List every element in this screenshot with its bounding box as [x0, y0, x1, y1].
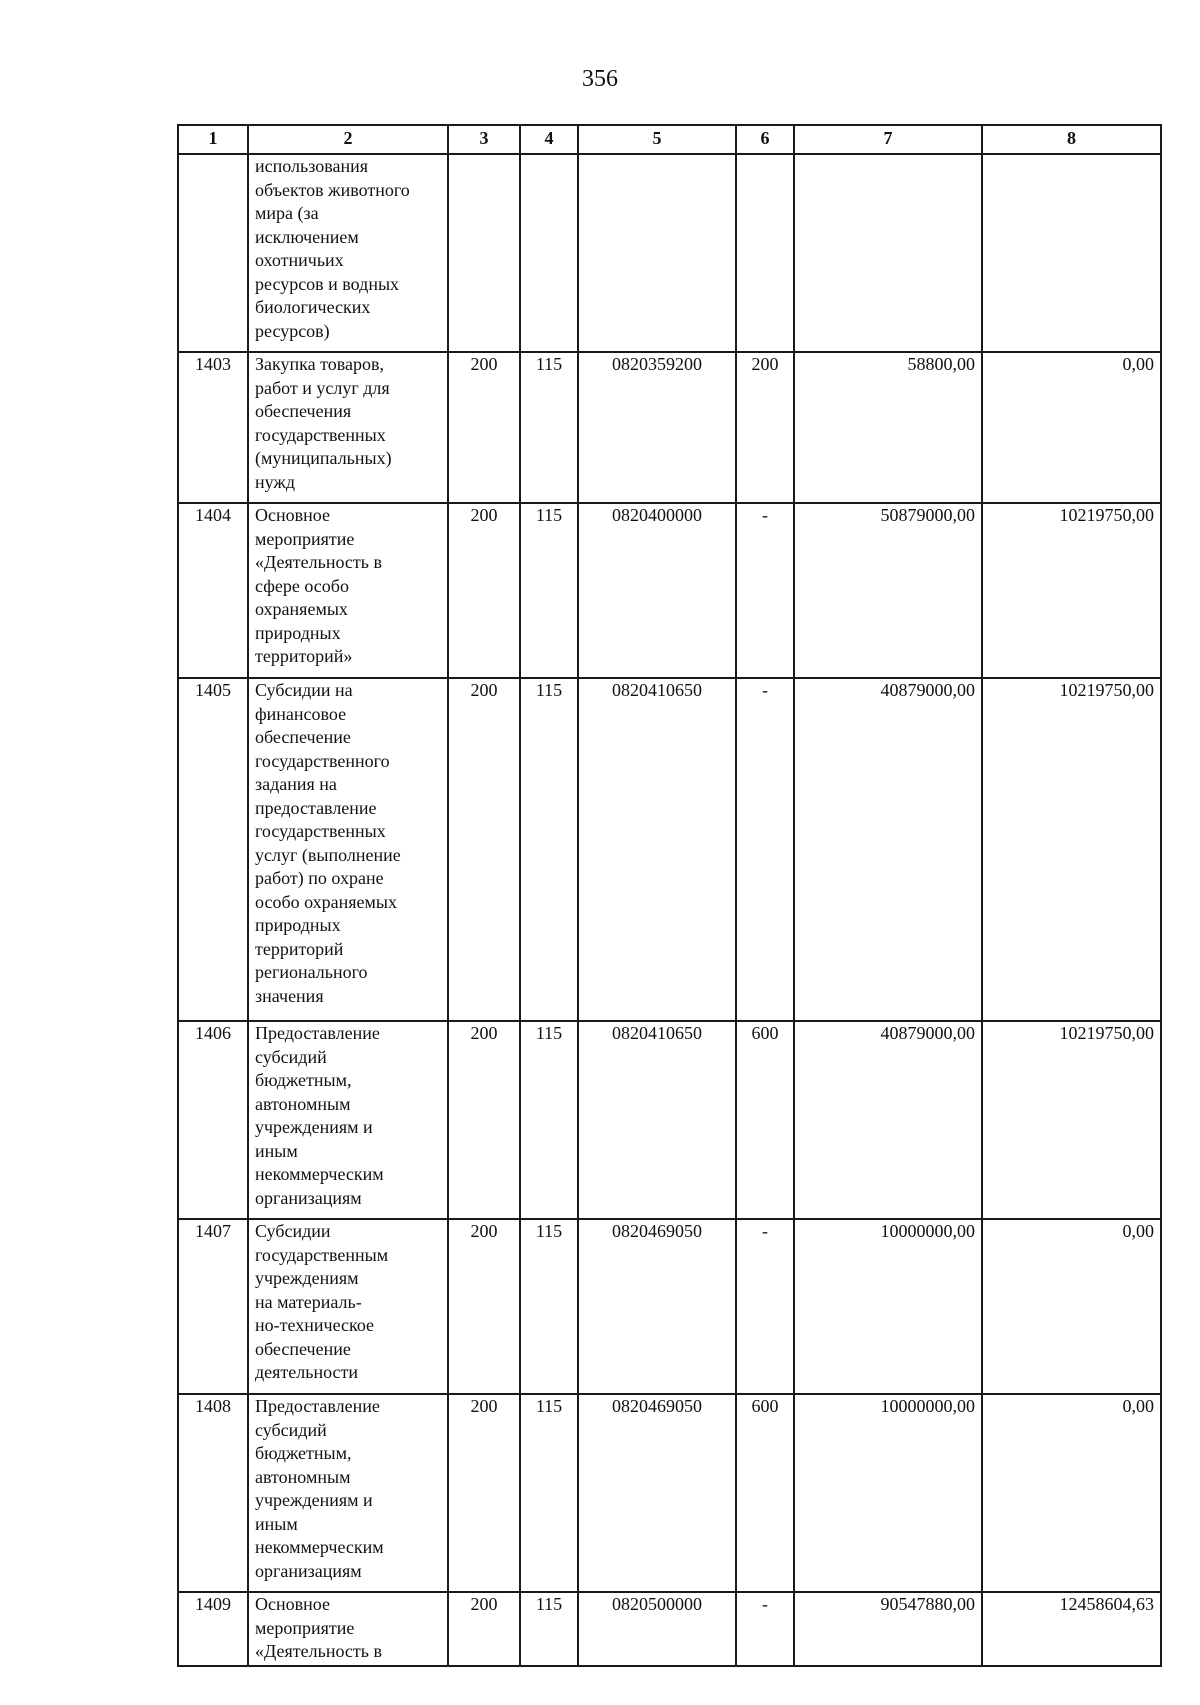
- name-line: но-техническое: [255, 1315, 375, 1335]
- name-line: учреждениям и: [255, 1490, 373, 1510]
- table-row: [178, 352, 1161, 503]
- column-header: 4: [520, 125, 578, 154]
- cell-col-3: 200: [448, 1021, 520, 1219]
- name-line: Предоставление: [255, 1396, 380, 1416]
- cell-col-5: 0820410650: [578, 678, 736, 1021]
- row-name-cell: [248, 154, 448, 352]
- cell-col-3: 200: [448, 1592, 520, 1666]
- name-line: учреждениям: [255, 1268, 359, 1288]
- cell-col-8: 12458604,63: [982, 1592, 1161, 1666]
- name-line: Субсидии на: [255, 680, 353, 700]
- name-line: «Деятельность в: [255, 1641, 382, 1661]
- name-line: биологических: [255, 297, 371, 317]
- cell-col-7: 10000000,00: [794, 1394, 982, 1592]
- table-row: [178, 1021, 1161, 1219]
- cell-col-7: 40879000,00: [794, 678, 982, 1021]
- name-line: государственных: [255, 821, 386, 841]
- cell-col-7: 40879000,00: [794, 1021, 982, 1219]
- table-row: [178, 1592, 1161, 1666]
- row-number-cell: 1405: [178, 678, 248, 1021]
- column-header: 3: [448, 125, 520, 154]
- column-header: 6: [736, 125, 794, 154]
- column-header: 8: [982, 125, 1161, 154]
- name-line: территорий: [255, 938, 344, 959]
- name-line: государственным: [255, 1244, 389, 1265]
- row-number-cell: [178, 154, 248, 352]
- column-header: 2: [248, 125, 448, 154]
- name-line: особо охраняемых: [255, 891, 398, 912]
- name-line: иным: [255, 1513, 298, 1534]
- cell-col-3: 200: [448, 503, 520, 678]
- table-row: [178, 1394, 1161, 1592]
- name-line: некоммерческим: [255, 1164, 384, 1184]
- row-name-cell: [248, 352, 448, 503]
- name-line: территорий»: [255, 646, 353, 666]
- cell-col-3: 200: [448, 1394, 520, 1592]
- row-name-cell: [248, 1394, 448, 1592]
- name-line: Субсидии: [255, 1221, 331, 1241]
- name-line: государственного: [255, 750, 390, 771]
- column-header: 1: [178, 125, 248, 154]
- cell-col-3: 200: [448, 678, 520, 1021]
- table-row: [178, 1219, 1161, 1394]
- name-line: (муниципальных): [255, 448, 392, 468]
- name-line: работ и услуг для: [255, 377, 390, 398]
- row-name-cell: [248, 1021, 448, 1219]
- cell-col-8: 10219750,00: [982, 503, 1161, 678]
- cell-col-6: 200: [736, 352, 794, 503]
- name-line: государственных: [255, 424, 386, 445]
- name-line: нужд: [255, 471, 295, 492]
- cell-col-6: -: [736, 1592, 794, 1666]
- name-line: задания на: [255, 774, 337, 794]
- cell-col-5: 0820410650: [578, 1021, 736, 1219]
- cell-col-6: -: [736, 503, 794, 678]
- cell-col-8: [982, 154, 1161, 352]
- cell-col-4: 115: [520, 1021, 578, 1219]
- header-row: [178, 125, 1161, 154]
- cell-col-7: 10000000,00: [794, 1219, 982, 1394]
- cell-col-7: [794, 154, 982, 352]
- cell-col-5: 0820469050: [578, 1394, 736, 1592]
- cell-col-6: [736, 154, 794, 352]
- name-line: субсидий: [255, 1419, 327, 1440]
- name-line: мероприятие: [255, 528, 355, 549]
- page-number: 356: [582, 66, 618, 92]
- name-line: исключением: [255, 226, 359, 247]
- table-row: [178, 503, 1161, 678]
- name-line: организациям: [255, 1187, 362, 1208]
- cell-col-4: 115: [520, 1592, 578, 1666]
- cell-col-5: [578, 154, 736, 352]
- cell-col-4: 115: [520, 1394, 578, 1592]
- name-line: «Деятельность в: [255, 552, 382, 572]
- name-line: учреждениям и: [255, 1117, 373, 1137]
- row-number-cell: 1407: [178, 1219, 248, 1394]
- name-line: организациям: [255, 1560, 362, 1581]
- cell-col-5: 0820359200: [578, 352, 736, 503]
- name-line: некоммерческим: [255, 1537, 384, 1557]
- cell-col-8: 10219750,00: [982, 678, 1161, 1021]
- row-name-cell: [248, 1592, 448, 1666]
- name-line: Основное: [255, 1594, 330, 1614]
- cell-col-5: 0820500000: [578, 1592, 736, 1666]
- cell-col-5: 0820400000: [578, 503, 736, 678]
- table-row: [178, 678, 1161, 1021]
- name-line: использования: [255, 156, 369, 176]
- name-line: работ) по охране: [255, 868, 384, 888]
- cell-col-8: 0,00: [982, 1219, 1161, 1394]
- name-line: иным: [255, 1140, 298, 1161]
- row-number-cell: 1406: [178, 1021, 248, 1219]
- cell-col-8: 10219750,00: [982, 1021, 1161, 1219]
- name-line: финансовое: [255, 703, 347, 724]
- row-number-cell: 1404: [178, 503, 248, 678]
- cell-col-4: 115: [520, 503, 578, 678]
- row-name-cell: [248, 1219, 448, 1394]
- name-line: регионального: [255, 962, 368, 982]
- name-line: сфере особо: [255, 575, 349, 596]
- name-line: Предоставление: [255, 1023, 380, 1043]
- name-line: обеспечение: [255, 727, 351, 747]
- cell-col-4: 115: [520, 352, 578, 503]
- name-line: природных: [255, 915, 341, 935]
- row-name-cell: [248, 678, 448, 1021]
- name-line: деятельности: [255, 1362, 359, 1382]
- cell-col-8: 0,00: [982, 1394, 1161, 1592]
- name-line: ресурсов и водных: [255, 273, 400, 294]
- name-line: бюджетным,: [255, 1070, 352, 1090]
- cell-col-4: 115: [520, 678, 578, 1021]
- row-number-cell: 1408: [178, 1394, 248, 1592]
- name-line: предоставление: [255, 797, 377, 818]
- row-number-cell: 1403: [178, 352, 248, 503]
- cell-col-6: 600: [736, 1021, 794, 1219]
- row-number-cell: 1409: [178, 1592, 248, 1666]
- column-header: 7: [794, 125, 982, 154]
- cell-col-4: 115: [520, 1219, 578, 1394]
- budget-table: [177, 124, 1162, 1667]
- name-line: Основное: [255, 505, 330, 525]
- name-line: услуг (выполнение: [255, 844, 401, 865]
- cell-col-7: 58800,00: [794, 352, 982, 503]
- table-row: [178, 154, 1161, 352]
- name-line: субсидий: [255, 1046, 327, 1067]
- name-line: обеспечение: [255, 1338, 351, 1359]
- cell-col-4: [520, 154, 578, 352]
- name-line: обеспечения: [255, 401, 352, 421]
- name-line: Закупка товаров,: [255, 354, 384, 374]
- name-line: автономным: [255, 1466, 351, 1487]
- name-line: значения: [255, 985, 324, 1006]
- cell-col-3: 200: [448, 352, 520, 503]
- cell-col-7: 50879000,00: [794, 503, 982, 678]
- name-line: автономным: [255, 1093, 351, 1114]
- name-line: на материаль-: [255, 1291, 362, 1312]
- cell-col-3: 200: [448, 1219, 520, 1394]
- name-line: ресурсов): [255, 320, 330, 341]
- cell-col-6: -: [736, 1219, 794, 1394]
- cell-col-6: 600: [736, 1394, 794, 1592]
- name-line: охотничьих: [255, 250, 344, 270]
- table-body: [178, 154, 1161, 1666]
- name-line: бюджетным,: [255, 1443, 352, 1463]
- cell-col-5: 0820469050: [578, 1219, 736, 1394]
- name-line: природных: [255, 622, 341, 643]
- column-header: 5: [578, 125, 736, 154]
- name-line: мира (за: [255, 203, 319, 223]
- row-name-cell: [248, 503, 448, 678]
- name-line: объектов животного: [255, 179, 410, 200]
- name-line: охраняемых: [255, 599, 348, 619]
- name-line: мероприятие: [255, 1617, 355, 1638]
- cell-col-3: [448, 154, 520, 352]
- cell-col-8: 0,00: [982, 352, 1161, 503]
- cell-col-7: 90547880,00: [794, 1592, 982, 1666]
- cell-col-6: -: [736, 678, 794, 1021]
